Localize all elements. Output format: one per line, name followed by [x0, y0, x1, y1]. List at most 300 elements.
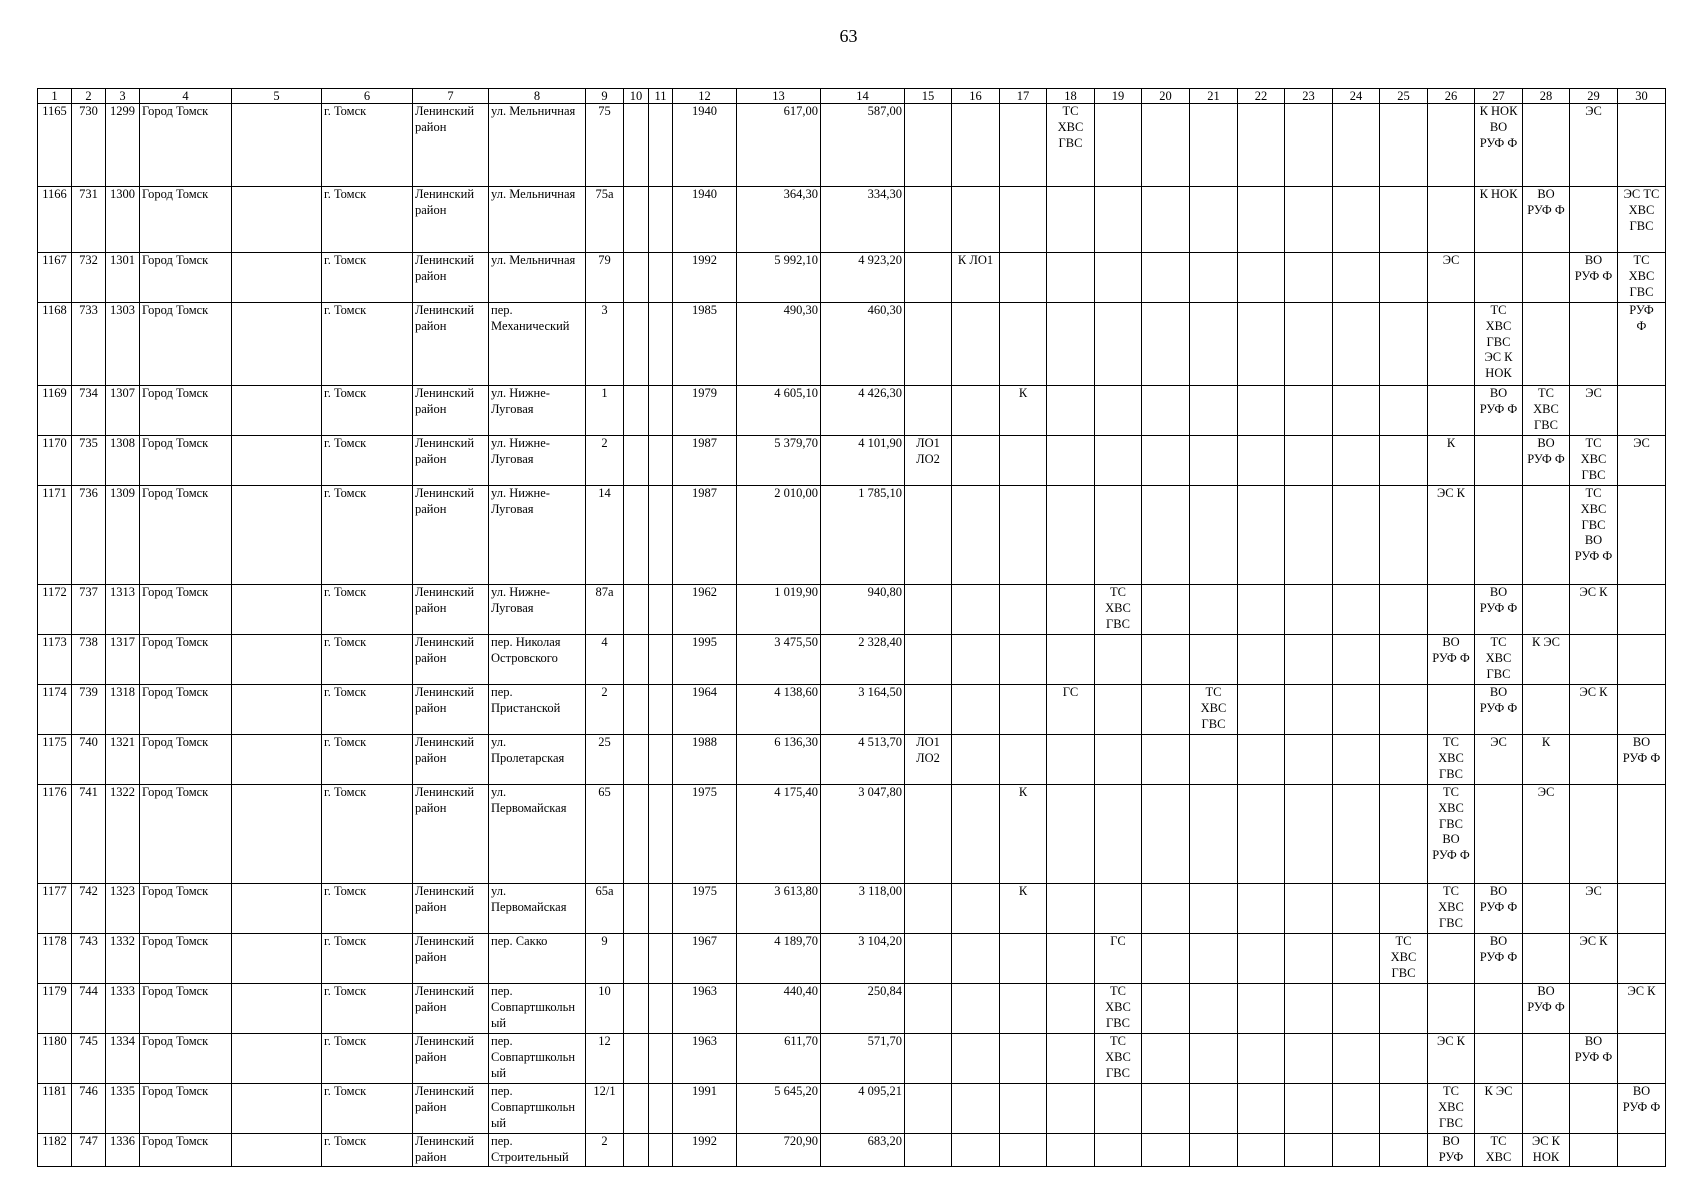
table-cell: г. Томск: [322, 735, 413, 785]
table-cell: [1142, 386, 1190, 436]
table-cell: ул. Мельничная: [489, 187, 586, 253]
table-cell: [624, 735, 649, 785]
table-cell: [905, 685, 952, 735]
table-cell: 1995: [673, 635, 737, 685]
table-cell: 735: [72, 436, 106, 486]
column-number: 27: [1475, 89, 1523, 104]
table-cell: Ленинский район: [413, 187, 489, 253]
table-cell: [1190, 984, 1238, 1034]
table-cell: [1475, 436, 1523, 486]
table-row: [38, 585, 1666, 635]
table-cell: 1170: [38, 436, 72, 486]
registry-table-body: [38, 104, 1666, 1167]
table-cell: [1475, 486, 1523, 585]
table-cell: ТС ХВС ГВС: [1095, 585, 1142, 635]
table-cell: 742: [72, 884, 106, 934]
table-cell: Город Томск: [140, 685, 232, 735]
column-number: 2: [72, 89, 106, 104]
table-cell: [1333, 984, 1380, 1034]
table-cell: [1142, 1134, 1190, 1167]
table-cell: ВО РУФ Ф: [1475, 934, 1523, 984]
table-cell: 1987: [673, 436, 737, 486]
table-cell: Город Томск: [140, 1084, 232, 1134]
table-cell: ЭС К: [1570, 685, 1618, 735]
table-cell: [1523, 585, 1570, 635]
table-cell: [1428, 386, 1475, 436]
table-cell: Город Томск: [140, 735, 232, 785]
table-cell: К: [1000, 884, 1047, 934]
table-cell: [1190, 486, 1238, 585]
table-cell: 1940: [673, 187, 737, 253]
table-cell: [1618, 934, 1666, 984]
table-cell: г. Томск: [322, 585, 413, 635]
table-cell: Город Томск: [140, 486, 232, 585]
table-cell: [1238, 934, 1285, 984]
table-cell: [1380, 685, 1428, 735]
table-cell: Ленинский район: [413, 1134, 489, 1167]
table-cell: ул. Нижне- Луговая: [489, 386, 586, 436]
table-cell: 4 101,90: [821, 436, 905, 486]
table-cell: ВО РУФ Ф: [1475, 386, 1523, 436]
table-cell: ВО РУФ Ф: [1475, 585, 1523, 635]
table-cell: [1333, 785, 1380, 884]
table-cell: г. Томск: [322, 635, 413, 685]
table-cell: [905, 1134, 952, 1167]
column-number: 10: [624, 89, 649, 104]
table-cell: [232, 934, 322, 984]
table-cell: 747: [72, 1134, 106, 1167]
table-cell: 617,00: [737, 104, 821, 187]
table-cell: [1428, 187, 1475, 253]
table-cell: 79: [586, 253, 624, 303]
table-cell: 1300: [106, 187, 140, 253]
table-cell: [232, 386, 322, 436]
table-cell: [1190, 934, 1238, 984]
table-cell: [624, 104, 649, 187]
table-cell: [624, 1034, 649, 1084]
table-cell: 2: [586, 685, 624, 735]
table-cell: 1308: [106, 436, 140, 486]
table-cell: 4 426,30: [821, 386, 905, 436]
table-cell: [1570, 187, 1618, 253]
table-cell: [1142, 486, 1190, 585]
table-cell: 1321: [106, 735, 140, 785]
table-cell: [952, 785, 1000, 884]
table-cell: Ленинский район: [413, 303, 489, 386]
table-cell: Город Томск: [140, 253, 232, 303]
table-cell: [1428, 303, 1475, 386]
table-cell: [1333, 735, 1380, 785]
table-cell: ул. Первомайская: [489, 884, 586, 934]
table-cell: [1095, 303, 1142, 386]
table-cell: [1570, 1134, 1618, 1167]
table-cell: 3 613,80: [737, 884, 821, 934]
table-cell: [1095, 884, 1142, 934]
table-cell: г. Томск: [322, 984, 413, 1034]
table-cell: К НОК ВО РУФ Ф: [1475, 104, 1523, 187]
table-cell: 1301: [106, 253, 140, 303]
table-cell: [1285, 253, 1333, 303]
table-cell: [1523, 1034, 1570, 1084]
table-cell: ТС ХВС: [1475, 1134, 1523, 1167]
table-cell: [952, 984, 1000, 1034]
table-cell: [1380, 585, 1428, 635]
table-cell: ВО РУФ Ф: [1475, 884, 1523, 934]
table-cell: [1475, 984, 1523, 1034]
table-cell: 940,80: [821, 585, 905, 635]
table-cell: [1142, 436, 1190, 486]
table-cell: [905, 253, 952, 303]
table-cell: [649, 934, 673, 984]
table-cell: [1285, 785, 1333, 884]
table-cell: 9: [586, 934, 624, 984]
table-cell: [905, 934, 952, 984]
table-cell: 5 992,10: [737, 253, 821, 303]
table-cell: Ленинский район: [413, 585, 489, 635]
table-cell: [952, 884, 1000, 934]
table-cell: [1095, 785, 1142, 884]
table-cell: [649, 884, 673, 934]
table-cell: ЛО1 ЛО2: [905, 735, 952, 785]
table-cell: 1177: [38, 884, 72, 934]
table-cell: [952, 1134, 1000, 1167]
table-cell: [905, 635, 952, 685]
table-cell: 730: [72, 104, 106, 187]
table-cell: 611,70: [737, 1034, 821, 1084]
table-cell: [1000, 253, 1047, 303]
table-cell: [905, 187, 952, 253]
table-cell: [1190, 386, 1238, 436]
column-number: 30: [1618, 89, 1666, 104]
table-cell: [1380, 884, 1428, 934]
table-cell: [1095, 104, 1142, 187]
table-cell: [1142, 1084, 1190, 1134]
column-number: 4: [140, 89, 232, 104]
table-cell: 1323: [106, 884, 140, 934]
table-row: [38, 1084, 1666, 1134]
table-cell: 1963: [673, 984, 737, 1034]
table-cell: 364,30: [737, 187, 821, 253]
table-cell: [1190, 635, 1238, 685]
table-cell: Ленинский район: [413, 685, 489, 735]
table-cell: [1333, 386, 1380, 436]
table-cell: [649, 104, 673, 187]
table-cell: 2: [586, 436, 624, 486]
table-cell: 65а: [586, 884, 624, 934]
table-cell: [1142, 785, 1190, 884]
table-row: [38, 1034, 1666, 1084]
table-cell: [1475, 785, 1523, 884]
table-cell: [232, 1084, 322, 1134]
table-cell: [649, 436, 673, 486]
column-number: 19: [1095, 89, 1142, 104]
table-cell: Ленинский район: [413, 635, 489, 685]
table-cell: [1380, 486, 1428, 585]
table-cell: [649, 635, 673, 685]
table-cell: ТС ХВС ГВС: [1523, 386, 1570, 436]
table-cell: [624, 585, 649, 635]
table-cell: 738: [72, 635, 106, 685]
table-cell: 587,00: [821, 104, 905, 187]
table-cell: [1618, 104, 1666, 187]
table-cell: [1333, 884, 1380, 934]
column-number: 18: [1047, 89, 1095, 104]
table-cell: ул. Мельничная: [489, 104, 586, 187]
table-cell: [624, 386, 649, 436]
table-cell: [1570, 785, 1618, 884]
table-cell: [1000, 934, 1047, 984]
table-cell: [1047, 303, 1095, 386]
table-cell: [232, 984, 322, 1034]
table-cell: ВО РУФ Ф: [1570, 253, 1618, 303]
table-cell: [1380, 386, 1428, 436]
table-cell: [952, 436, 1000, 486]
table-cell: [649, 685, 673, 735]
table-cell: ТС ХВС ГВС: [1095, 984, 1142, 1034]
table-cell: [1238, 303, 1285, 386]
table-cell: 460,30: [821, 303, 905, 386]
table-cell: 4 138,60: [737, 685, 821, 735]
table-cell: 4: [586, 635, 624, 685]
table-cell: [905, 104, 952, 187]
table-cell: [1142, 934, 1190, 984]
table-cell: ТС ХВС ГВС: [1475, 635, 1523, 685]
table-cell: 1940: [673, 104, 737, 187]
table-cell: ТС ХВС ГВС: [1570, 436, 1618, 486]
table-cell: [232, 1134, 322, 1167]
table-cell: [1190, 436, 1238, 486]
table-cell: [232, 635, 322, 685]
table-cell: г. Томск: [322, 436, 413, 486]
table-cell: г. Томск: [322, 303, 413, 386]
table-cell: Ленинский район: [413, 884, 489, 934]
table-cell: 75: [586, 104, 624, 187]
table-cell: К: [1428, 436, 1475, 486]
table-cell: [624, 934, 649, 984]
table-cell: [1142, 984, 1190, 1034]
table-cell: [952, 585, 1000, 635]
column-number: 6: [322, 89, 413, 104]
table-cell: [232, 104, 322, 187]
table-cell: 741: [72, 785, 106, 884]
table-cell: 1175: [38, 735, 72, 785]
table-cell: [1285, 735, 1333, 785]
table-cell: [649, 1084, 673, 1134]
table-cell: [624, 436, 649, 486]
column-number: 24: [1333, 89, 1380, 104]
table-cell: 2: [586, 1134, 624, 1167]
table-cell: [1333, 436, 1380, 486]
table-cell: 1309: [106, 486, 140, 585]
table-cell: [1238, 486, 1285, 585]
table-cell: ул. Первомайская: [489, 785, 586, 884]
table-cell: [1380, 735, 1428, 785]
table-cell: 1987: [673, 486, 737, 585]
table-cell: ЭС: [1475, 735, 1523, 785]
table-cell: [1333, 934, 1380, 984]
table-cell: [624, 785, 649, 884]
table-cell: [1000, 436, 1047, 486]
table-cell: 736: [72, 486, 106, 585]
table-cell: Ленинский район: [413, 386, 489, 436]
table-cell: [1095, 253, 1142, 303]
table-cell: [1380, 253, 1428, 303]
table-cell: [1238, 585, 1285, 635]
table-cell: [649, 303, 673, 386]
table-cell: [905, 785, 952, 884]
table-cell: [1380, 1084, 1428, 1134]
table-row: [38, 685, 1666, 735]
table-cell: ЭС: [1570, 884, 1618, 934]
column-number: 14: [821, 89, 905, 104]
table-cell: [1047, 735, 1095, 785]
column-number-row: [38, 89, 1666, 104]
table-cell: 1335: [106, 1084, 140, 1134]
table-cell: [1285, 1084, 1333, 1134]
table-cell: ТС ХВС ГВС: [1190, 685, 1238, 735]
table-cell: 1178: [38, 934, 72, 984]
table-cell: [1000, 187, 1047, 253]
table-cell: пер. Сакко: [489, 934, 586, 984]
table-cell: 65: [586, 785, 624, 884]
table-cell: [1190, 1034, 1238, 1084]
table-cell: [232, 585, 322, 635]
table-cell: [1333, 486, 1380, 585]
table-cell: [1095, 635, 1142, 685]
table-cell: [952, 1084, 1000, 1134]
table-cell: [1285, 884, 1333, 934]
table-cell: [1047, 187, 1095, 253]
table-cell: 731: [72, 187, 106, 253]
table-cell: [905, 585, 952, 635]
table-cell: [1238, 884, 1285, 934]
table-cell: [1000, 984, 1047, 1034]
table-cell: [905, 486, 952, 585]
table-cell: 4 605,10: [737, 386, 821, 436]
table-cell: 746: [72, 1084, 106, 1134]
table-cell: 1169: [38, 386, 72, 436]
table-cell: [1095, 735, 1142, 785]
table-cell: [1238, 253, 1285, 303]
table-cell: [1618, 1134, 1666, 1167]
table-cell: ВО РУФ Ф: [1475, 685, 1523, 735]
table-row: [38, 735, 1666, 785]
column-number: 5: [232, 89, 322, 104]
table-cell: [952, 187, 1000, 253]
table-cell: [1333, 303, 1380, 386]
table-cell: [1238, 386, 1285, 436]
table-cell: ЭС ТС ХВС ГВС: [1618, 187, 1666, 253]
table-cell: К ЭС: [1523, 635, 1570, 685]
table-cell: [1238, 735, 1285, 785]
table-cell: ТС ХВС ГВС ВО РУФ Ф: [1570, 486, 1618, 585]
table-cell: [232, 187, 322, 253]
table-cell: Город Томск: [140, 386, 232, 436]
table-cell: [1095, 386, 1142, 436]
table-cell: [1190, 104, 1238, 187]
table-cell: г. Томск: [322, 884, 413, 934]
table-cell: ЭС: [1428, 253, 1475, 303]
table-cell: Город Томск: [140, 104, 232, 187]
table-cell: [952, 386, 1000, 436]
table-cell: Ленинский район: [413, 934, 489, 984]
table-cell: 1: [586, 386, 624, 436]
table-cell: 1967: [673, 934, 737, 984]
table-cell: ВО РУФ Ф: [1523, 436, 1570, 486]
table-cell: г. Томск: [322, 934, 413, 984]
table-cell: Город Томск: [140, 1034, 232, 1084]
table-cell: ВО РУФ Ф: [1428, 635, 1475, 685]
table-cell: ТС ХВС ГВС: [1428, 884, 1475, 934]
table-cell: [649, 253, 673, 303]
table-cell: [1285, 104, 1333, 187]
table-cell: [1333, 1134, 1380, 1167]
table-cell: 1303: [106, 303, 140, 386]
table-cell: [649, 1034, 673, 1084]
table-cell: 1313: [106, 585, 140, 635]
table-cell: [1428, 934, 1475, 984]
table-cell: Город Томск: [140, 1134, 232, 1167]
table-cell: [1333, 187, 1380, 253]
table-cell: [1142, 253, 1190, 303]
column-number: 12: [673, 89, 737, 104]
table-cell: [1142, 303, 1190, 386]
table-cell: ТС ХВС ГВС: [1380, 934, 1428, 984]
table-cell: [1047, 884, 1095, 934]
table-cell: 4 095,21: [821, 1084, 905, 1134]
table-cell: [1570, 735, 1618, 785]
table-cell: [1142, 1034, 1190, 1084]
table-cell: [1333, 635, 1380, 685]
table-cell: пер. Николая Островского: [489, 635, 586, 685]
table-cell: г. Томск: [322, 1034, 413, 1084]
table-cell: РУФ Ф: [1618, 303, 1666, 386]
table-cell: [1190, 187, 1238, 253]
table-cell: 1176: [38, 785, 72, 884]
table-cell: [1047, 785, 1095, 884]
table-cell: 1336: [106, 1134, 140, 1167]
table-cell: [1618, 635, 1666, 685]
table-cell: 334,30: [821, 187, 905, 253]
table-cell: Ленинский район: [413, 104, 489, 187]
table-cell: 744: [72, 984, 106, 1034]
table-cell: [1618, 386, 1666, 436]
table-cell: [1285, 187, 1333, 253]
table-cell: [649, 585, 673, 635]
table-cell: [1428, 984, 1475, 1034]
table-cell: 3 475,50: [737, 635, 821, 685]
table-cell: [1190, 253, 1238, 303]
table-cell: К: [1000, 785, 1047, 884]
table-cell: [1238, 785, 1285, 884]
table-cell: 2 328,40: [821, 635, 905, 685]
table-cell: ЭС: [1618, 436, 1666, 486]
column-number: 26: [1428, 89, 1475, 104]
table-cell: 6 136,30: [737, 735, 821, 785]
table-cell: г. Томск: [322, 1134, 413, 1167]
table-cell: Город Томск: [140, 934, 232, 984]
table-cell: [952, 104, 1000, 187]
page-number: 63: [839, 26, 858, 46]
table-cell: [952, 303, 1000, 386]
table-cell: [649, 984, 673, 1034]
table-cell: [624, 635, 649, 685]
table-cell: 1991: [673, 1084, 737, 1134]
table-cell: [1047, 934, 1095, 984]
table-cell: 1173: [38, 635, 72, 685]
table-cell: 739: [72, 685, 106, 735]
column-number: 28: [1523, 89, 1570, 104]
